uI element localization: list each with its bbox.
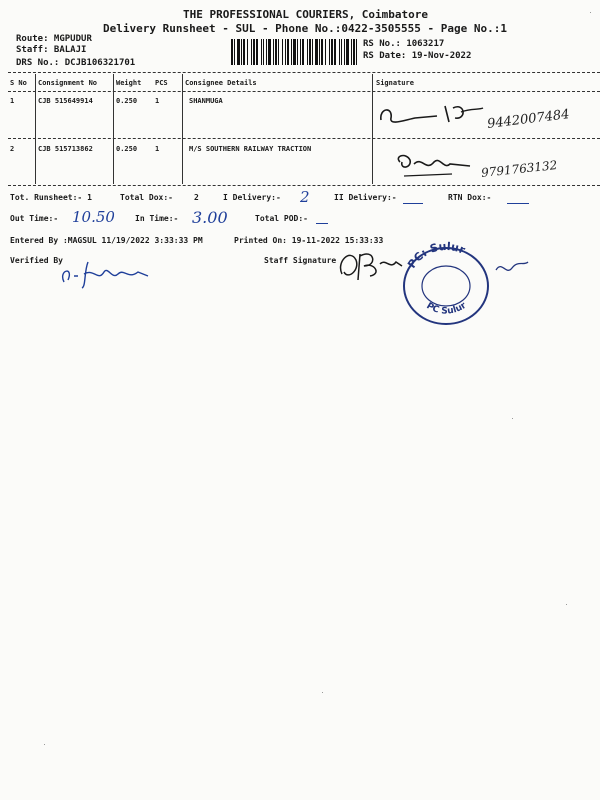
col-divider [35, 74, 36, 184]
printed-on: Printed On: 19-11-2022 15:33:33 [234, 236, 384, 245]
col-header-weight: Weight [116, 79, 142, 87]
scan-speck [566, 604, 567, 605]
barcode-bar [247, 39, 248, 65]
col-divider [113, 74, 114, 184]
barcode-bar [344, 39, 345, 65]
svg-text:PC: Sulur [405, 240, 467, 271]
table-row-consignee: SHANMUGA [189, 97, 223, 105]
barcode-bar [312, 39, 313, 65]
ii-delivery-label: II Delivery:- [334, 193, 397, 202]
barcode-bar [307, 39, 308, 65]
table-row-pcs: 1 [155, 145, 160, 153]
stamp-scribble-icon [492, 256, 532, 282]
barcode-bar [278, 39, 279, 65]
barcode-bar [231, 39, 233, 65]
barcode-bar [334, 39, 336, 65]
verified-by-label: Verified By [10, 256, 63, 265]
company-title: THE PROFESSIONAL COURIERS, Coimbatore [183, 8, 429, 21]
stamp-top-text: PC: Sulur [405, 239, 467, 271]
barcode-bar [297, 39, 298, 65]
barcode-bar [346, 39, 349, 65]
route-label: Route: MGPUDUR [16, 34, 92, 44]
i-delivery-value: 2 [300, 188, 310, 206]
scan-speck [590, 12, 591, 13]
barcode-icon [231, 39, 359, 65]
barcode-bar [302, 39, 304, 65]
barcode-bar [291, 39, 292, 65]
barcode-bar [287, 39, 289, 65]
signature-row-2-phone: 9791763132 [480, 158, 558, 180]
total-pod-label: Total POD:- [255, 214, 308, 223]
barcode-bar [263, 39, 264, 65]
office-stamp-icon [396, 236, 496, 326]
barcode-bar [319, 39, 320, 65]
signature-row-1-phone: 9442007484 [486, 107, 571, 132]
scan-speck [512, 418, 513, 419]
barcode-bar [251, 39, 252, 65]
drs-number: DRS No.: DCJB106321701 [16, 58, 136, 68]
rs-number: RS No.: 1063217 [363, 39, 445, 49]
barcode-bar [243, 39, 245, 65]
ii-delivery-blank [403, 203, 423, 204]
out-time-label: Out Time:- [10, 214, 59, 223]
col-header-pcs: PCS [155, 79, 168, 87]
scan-speck [44, 744, 45, 745]
barcode-bar [285, 39, 286, 65]
barcode-bar [293, 39, 296, 65]
verified-signature-icon [58, 258, 158, 292]
signature-row-1-icon [375, 98, 485, 132]
rs-date: RS Date: 19-Nov-2022 [363, 51, 472, 61]
barcode-bar [241, 39, 242, 65]
total-dox-label: Total Dox:- [120, 193, 173, 202]
barcode-bar [331, 39, 333, 65]
stamp-bottom-text: PC Sulur [424, 300, 469, 317]
table-header-rule [8, 91, 600, 92]
col-header-sno: S No [10, 79, 27, 87]
signature-row-2-icon [392, 148, 482, 182]
barcode-bar [353, 39, 355, 65]
barcode-bar [339, 39, 340, 65]
entered-by: Entered By :MAGSUL 11/19/2022 3:33:33 PM [10, 236, 203, 245]
col-divider [372, 74, 373, 184]
col-divider [182, 74, 183, 184]
barcode-bar [325, 39, 326, 65]
table-row-sno: 1 [10, 97, 15, 105]
table-row-sno: 2 [10, 145, 15, 153]
barcode-bar [237, 39, 240, 65]
staff-signature-label: Staff Signature [264, 256, 337, 265]
barcode-bar [309, 39, 311, 65]
col-header-consignment: Consignment No [38, 79, 98, 87]
barcode-bar [315, 39, 318, 65]
barcode-bar [273, 39, 274, 65]
barcode-bar [268, 39, 271, 65]
total-runsheet: Tot. Runsheet:- 1 [10, 193, 92, 202]
barcode-bar [282, 39, 283, 65]
row-2-rule [8, 185, 600, 186]
runsheet-subtitle: Delivery Runsheet - SUL - Phone No.:0422-3505555 - Page No.:1 [103, 22, 507, 35]
i-delivery-label: I Delivery:- [223, 193, 281, 202]
barcode-bar [253, 39, 255, 65]
barcode-bar [256, 39, 258, 65]
col-header-signature: Signature [376, 79, 414, 87]
col-header-consignee: Consignee Details [185, 79, 257, 87]
barcode-bar [329, 39, 330, 65]
table-row-pcs: 1 [155, 97, 160, 105]
table-row-consignment: CJB 515713862 [38, 145, 93, 153]
barcode-bar [261, 39, 262, 65]
barcode-bar [275, 39, 277, 65]
rtn-dox-blank [507, 203, 529, 204]
rtn-dox-label: RTN Dox:- [448, 193, 492, 202]
svg-text:PC Sulur [424, 301, 468, 317]
barcode-bar [266, 39, 267, 65]
barcode-bar [341, 39, 342, 65]
table-row-weight: 0.250 [116, 145, 138, 153]
total-dox-value: 2 [194, 193, 199, 202]
barcode-bar [234, 39, 235, 65]
table-row-consignee: M/S SOUTHERN RAILWAY TRACTION [189, 145, 312, 153]
in-time-value: 3.00 [192, 208, 228, 227]
barcode-bar [321, 39, 323, 65]
staff-label: Staff: BALAJI [16, 45, 87, 55]
table-row-weight: 0.250 [116, 97, 138, 105]
barcode-bar [356, 39, 357, 65]
barcode-bar [300, 39, 301, 65]
barcode-bar [351, 39, 352, 65]
row-1-rule [8, 138, 600, 139]
scan-speck [322, 692, 323, 693]
total-pod-blank [316, 223, 328, 224]
in-time-label: In Time:- [135, 214, 179, 223]
out-time-value: 10.50 [72, 208, 115, 226]
table-row-consignment: CJB 515649914 [38, 97, 93, 105]
table-top-rule [8, 72, 600, 73]
